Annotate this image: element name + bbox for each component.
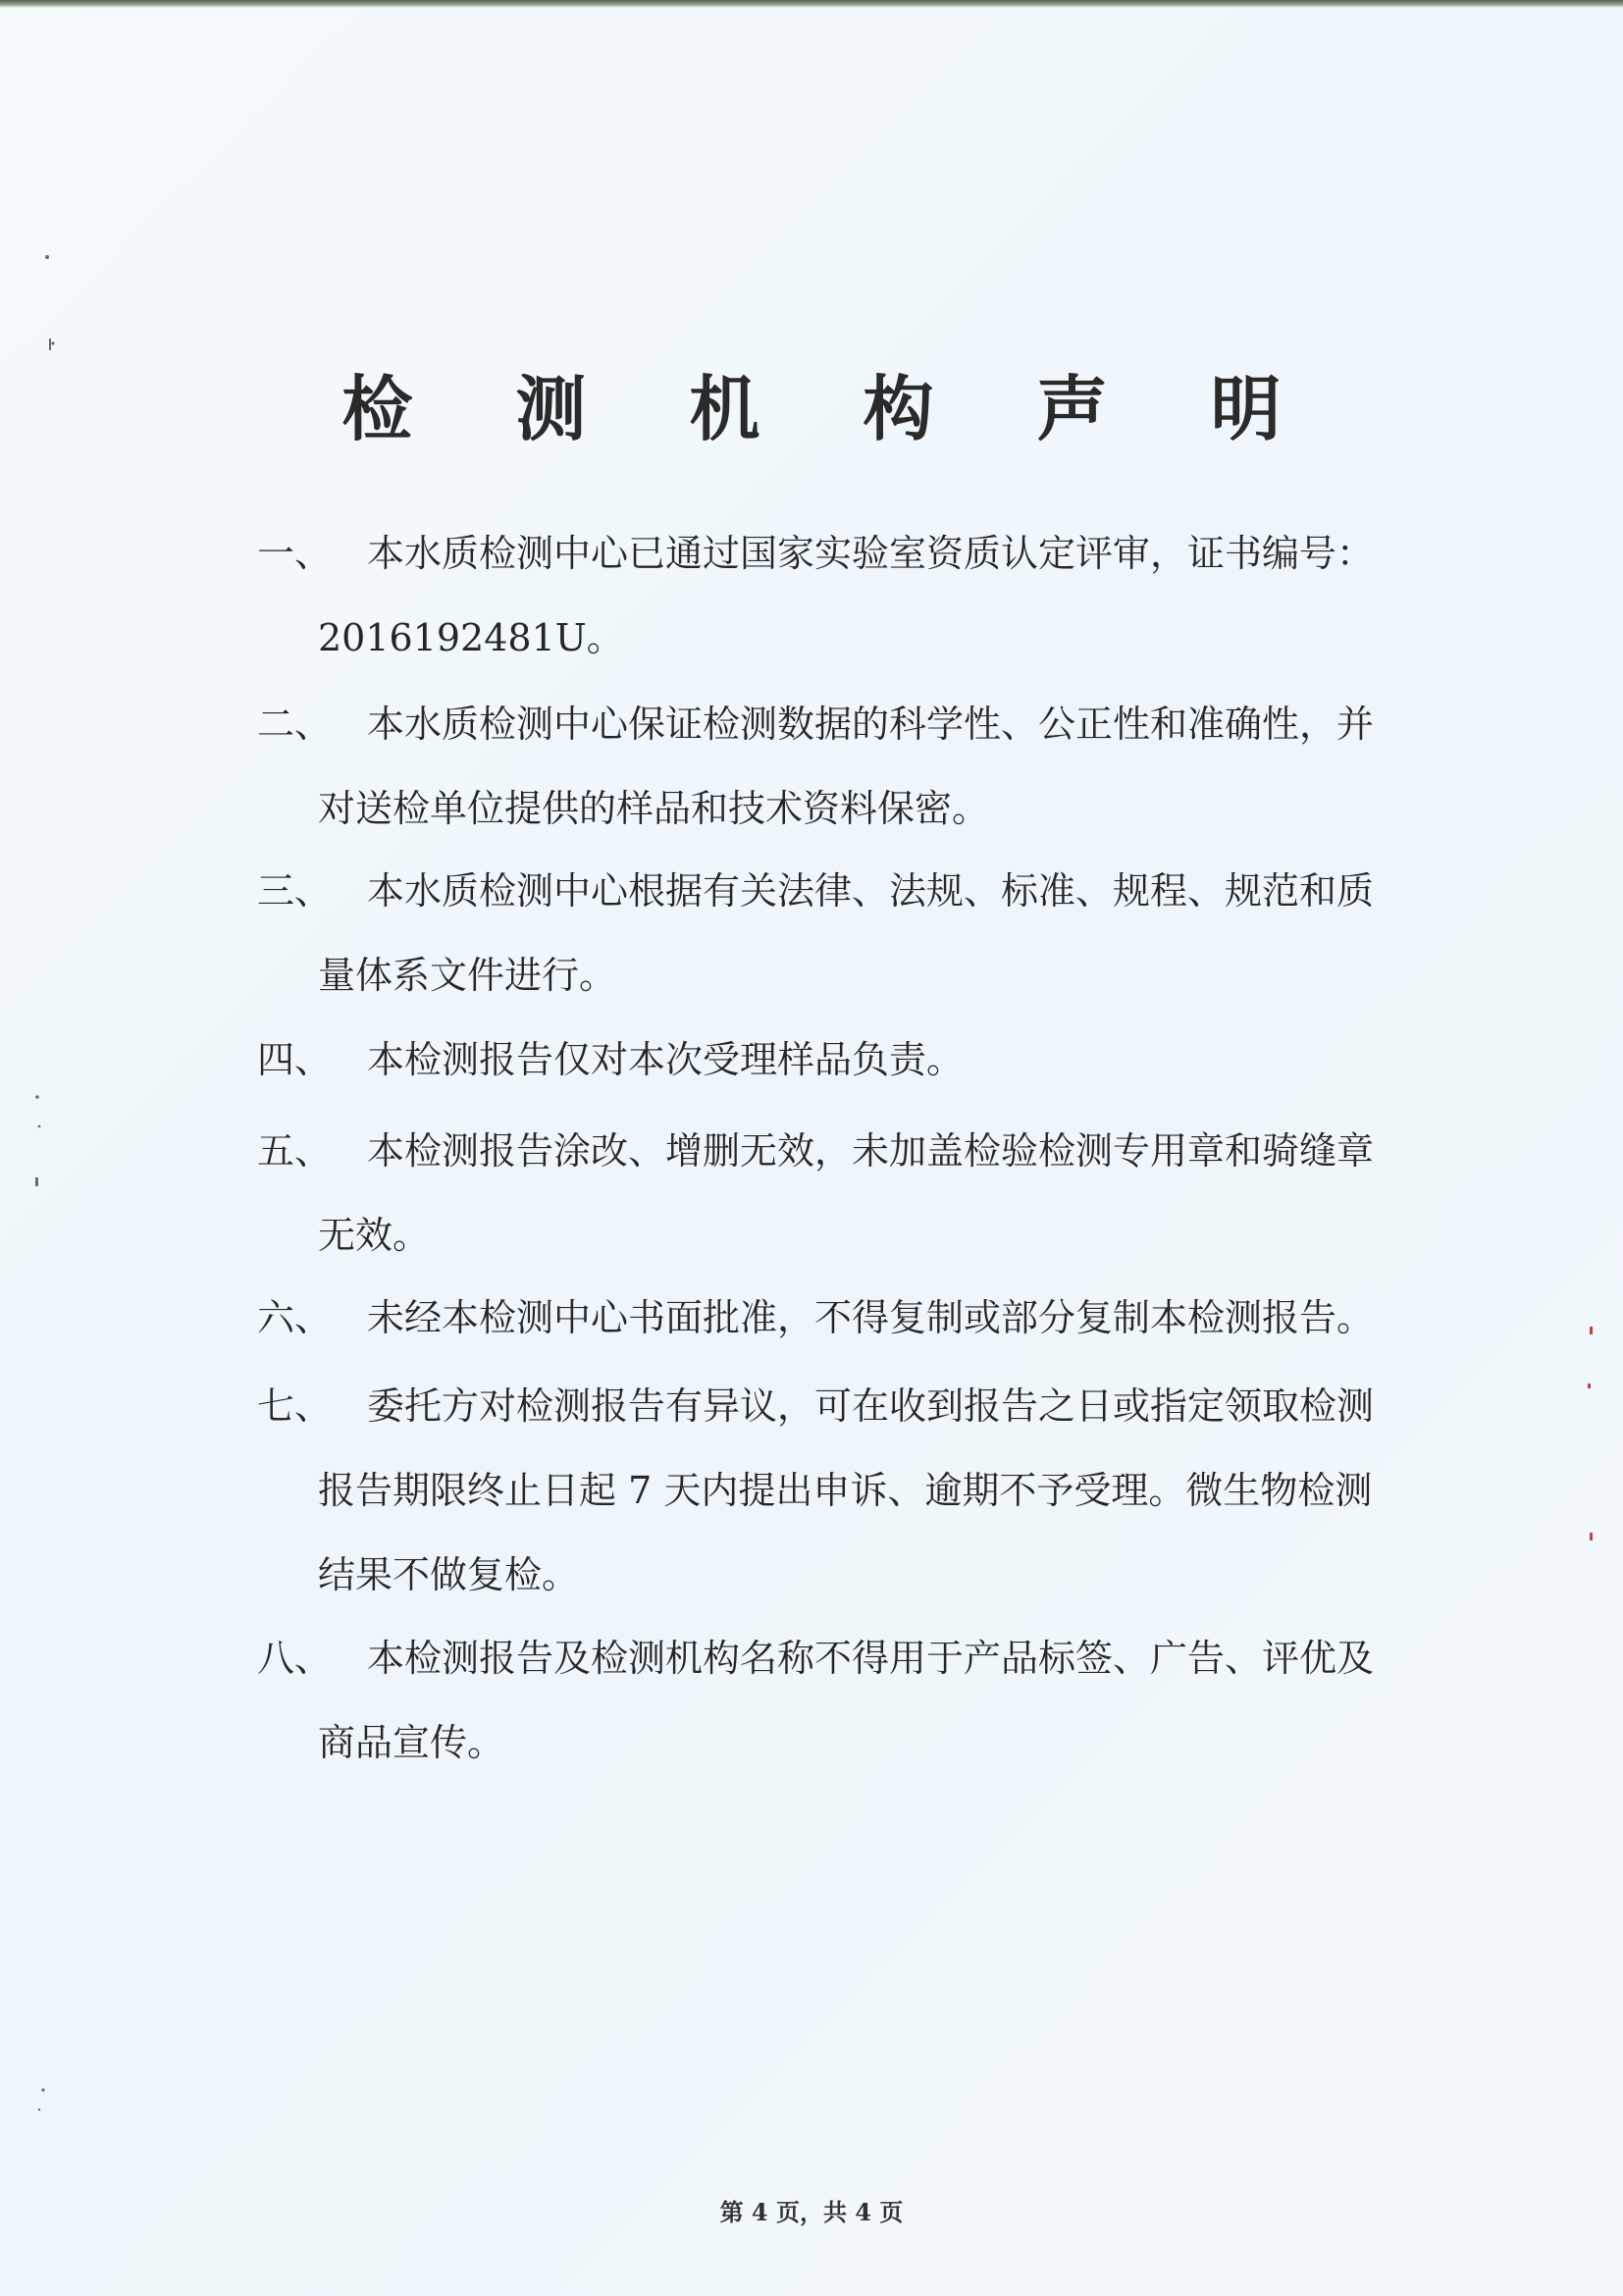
clause-text-line: 本水质检测中心根据有关法律、法规、标准、规程、规范和质 <box>367 869 1375 913</box>
clause-7 <box>257 1379 1386 1602</box>
clause-number: 三、 <box>257 869 333 913</box>
clause-text-line: 结果不做复检。 <box>318 1553 580 1596</box>
clause-number: 一、 <box>257 532 333 575</box>
clause-text-line: 报告期限终止日起 7 天内提出申诉、逾期不予受理。微生物检测 <box>318 1469 1373 1512</box>
clause-text-line: 委托方对检测报告有异议，可在收到报告之日或指定领取检测 <box>367 1384 1375 1428</box>
page-number-footer: 第 4 页，共 4 页 <box>719 2198 904 2226</box>
document-title: 检 测 机 构 声 明 <box>341 367 1321 450</box>
clause-6 <box>257 1290 1386 1345</box>
clause-3 <box>257 863 1386 1003</box>
clause-text-line: 本检测报告涂改、增删无效，未加盖检验检测专用章和骑缝章 <box>367 1129 1375 1173</box>
clause-number: 六、 <box>257 1296 333 1339</box>
clause-text-line: 本检测报告仅对本次受理样品负责。 <box>367 1038 965 1081</box>
clause-number: 七、 <box>257 1384 333 1428</box>
clause-text-line: 对送检单位提供的样品和技术资料保密。 <box>318 787 990 830</box>
clause-number: 二、 <box>257 703 333 746</box>
clause-text-line: 2016192481U。 <box>318 616 624 659</box>
clause-1 <box>257 526 1386 665</box>
clause-4 <box>257 1032 1386 1087</box>
clause-number: 八、 <box>257 1637 333 1680</box>
clause-number: 四、 <box>257 1038 333 1081</box>
clause-5 <box>257 1123 1386 1263</box>
clause-2 <box>257 697 1386 836</box>
clause-number: 五、 <box>257 1129 333 1173</box>
clause-text-line: 本检测报告及检测机构名称不得用于产品标签、广告、评优及 <box>367 1637 1375 1680</box>
clause-text-line: 无效。 <box>318 1214 431 1257</box>
clause-text-line: 本水质检测中心保证检测数据的科学性、公正性和准确性，并 <box>367 703 1375 746</box>
clause-text-line: 商品宣传。 <box>318 1721 505 1764</box>
clause-text-line: 量体系文件进行。 <box>318 954 617 997</box>
clause-8 <box>257 1631 1386 1770</box>
scan-top-edge <box>0 0 1623 8</box>
clause-text-line: 本水质检测中心已通过国家实验室资质认定评审，证书编号： <box>367 532 1375 575</box>
clause-text-line: 未经本检测中心书面批准，不得复制或部分复制本检测报告。 <box>367 1296 1375 1339</box>
